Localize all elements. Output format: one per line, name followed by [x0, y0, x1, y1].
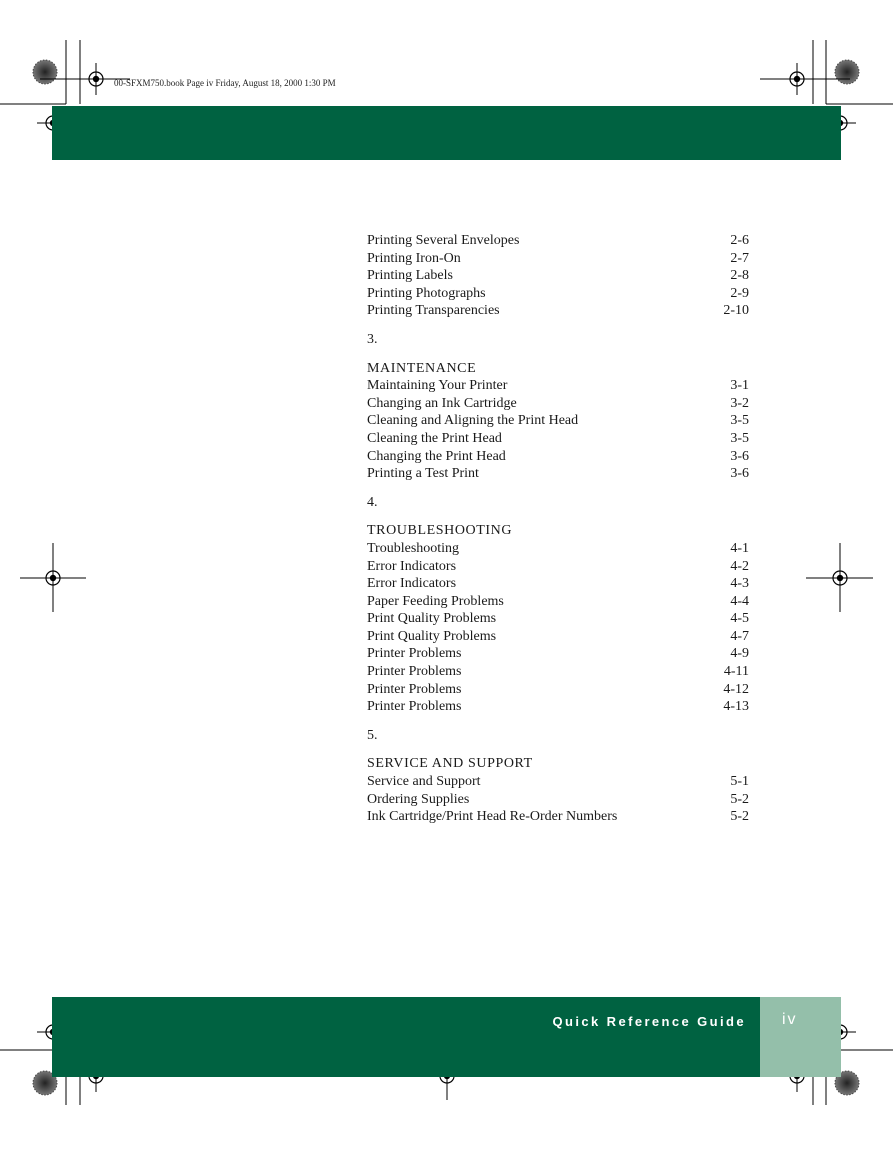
page-number-box: [760, 997, 841, 1077]
toc-entry-title: Printing Labels: [367, 268, 453, 284]
toc-entry-page: 3-5: [730, 430, 749, 446]
toc-entry-page: 4-13: [723, 699, 749, 715]
toc-entry-title: Printing Photographs: [367, 285, 486, 301]
toc-chapter-service-and-support: [367, 727, 749, 826]
toc-entry-page: 2-10: [723, 303, 749, 319]
toc-entry-page: 4-9: [730, 646, 749, 662]
table-of-contents: [367, 232, 749, 826]
toc-entry-page: 5-1: [730, 774, 749, 790]
toc-entry-title: Ink Cartridge/Print Head Re-Order Numbers: [367, 809, 618, 825]
toc-entry: [367, 232, 749, 250]
toc-entry: [367, 610, 749, 628]
toc-chapter-troubleshooting: [367, 494, 749, 716]
toc-entry-title: Error Indicators: [367, 558, 457, 574]
toc-entry-title: Printer Problems: [367, 664, 462, 680]
toc-entry: [367, 412, 749, 430]
toc-entry-page: 3-1: [730, 378, 749, 394]
toc-entry: [367, 681, 749, 699]
chapter-title: SERVICE AND SUPPORT: [367, 756, 533, 772]
chapter-title: TROUBLESHOOTING: [367, 523, 513, 539]
toc-entry: [367, 250, 749, 268]
toc-entry-page: 4-3: [730, 576, 749, 592]
toc-top-entries: [367, 232, 749, 320]
toc-entry-title: Printer Problems: [367, 699, 462, 715]
toc-entry-title: Ordering Supplies: [367, 791, 470, 807]
toc-entry-title: Print Quality Problems: [367, 628, 497, 644]
toc-entry-page: 4-12: [723, 681, 749, 697]
toc-entry-page: 2-6: [730, 233, 749, 248]
toc-entry-page: 4-7: [730, 628, 749, 644]
toc-entry-page: 2-9: [730, 285, 749, 301]
toc-entry-title: Printing Iron-On: [367, 250, 461, 266]
toc-entry: [367, 698, 749, 716]
file-slug: 00-SFXM750.book Page iv Friday, August 18, 2000 1:30 PM: [114, 78, 336, 88]
toc-entry: [367, 430, 749, 448]
toc-chapter-maintenance: [367, 331, 749, 483]
toc-entry-page: 3-2: [730, 395, 749, 411]
toc-entry-title: Troubleshooting: [367, 540, 460, 556]
toc-entry: [367, 558, 749, 576]
header-band: [52, 106, 841, 160]
chapter-number: 5.: [367, 727, 378, 743]
footer-title: Quick Reference Guide: [552, 1014, 746, 1029]
toc-entry-title: Paper Feeding Problems: [367, 593, 504, 609]
toc-entry-page: 4-1: [730, 540, 749, 556]
toc-entry-page: 3-6: [730, 448, 749, 464]
toc-entry: [367, 791, 749, 809]
toc-entry: [367, 448, 749, 466]
toc-entry-title: Maintaining Your Printer: [367, 378, 508, 394]
toc-entry-title: Printer Problems: [367, 681, 462, 697]
toc-entry-title: Cleaning the Print Head: [367, 430, 502, 446]
chapter-title: MAINTENANCE: [367, 360, 477, 376]
chapter-number: 4.: [367, 494, 378, 510]
footer-band: [52, 997, 760, 1077]
toc-entry-title: Service and Support: [367, 774, 481, 790]
toc-entry: [367, 663, 749, 681]
toc-entry: [367, 540, 749, 558]
toc-entry-page: 4-11: [723, 664, 749, 680]
toc-entry: [367, 575, 749, 593]
toc-entry: [367, 808, 749, 826]
toc-entry: [367, 285, 749, 303]
toc-entry-page: 3-5: [730, 413, 749, 429]
toc-entry: [367, 465, 749, 483]
toc-entry: [367, 773, 749, 791]
toc-entry-page: 2-7: [730, 250, 749, 266]
toc-entry-page: 4-2: [730, 558, 749, 574]
toc-entry-title: Printing Transparencies: [367, 303, 500, 319]
toc-entry-title: Printer Problems: [367, 646, 462, 662]
toc-entry: [367, 628, 749, 646]
toc-entry-title: Printing Several Envelopes: [367, 233, 520, 248]
page-number: iv: [782, 1011, 798, 1028]
toc-entry: [367, 377, 749, 395]
toc-entry: [367, 302, 749, 320]
toc-entry: [367, 645, 749, 663]
toc-entry-title: Changing an Ink Cartridge: [367, 395, 517, 411]
toc-entry-title: Changing the Print Head: [367, 448, 506, 464]
toc-entry-title: Error Indicators: [367, 576, 457, 592]
toc-entry-page: 5-2: [730, 809, 749, 825]
toc-entry-page: 4-4: [730, 593, 749, 609]
toc-entry-title: Print Quality Problems: [367, 611, 497, 627]
toc-entry: [367, 395, 749, 413]
toc-entry-title: Cleaning and Aligning the Print Head: [367, 413, 579, 429]
toc-entry-title: Printing a Test Print: [367, 466, 479, 482]
toc-entry: [367, 267, 749, 285]
toc-entry-page: 4-5: [730, 611, 749, 627]
chapter-number: 3.: [367, 331, 378, 347]
toc-entry: [367, 593, 749, 611]
toc-entry-page: 5-2: [730, 791, 749, 807]
toc-entry-page: 3-6: [730, 466, 749, 482]
toc-entry-page: 2-8: [730, 268, 749, 284]
